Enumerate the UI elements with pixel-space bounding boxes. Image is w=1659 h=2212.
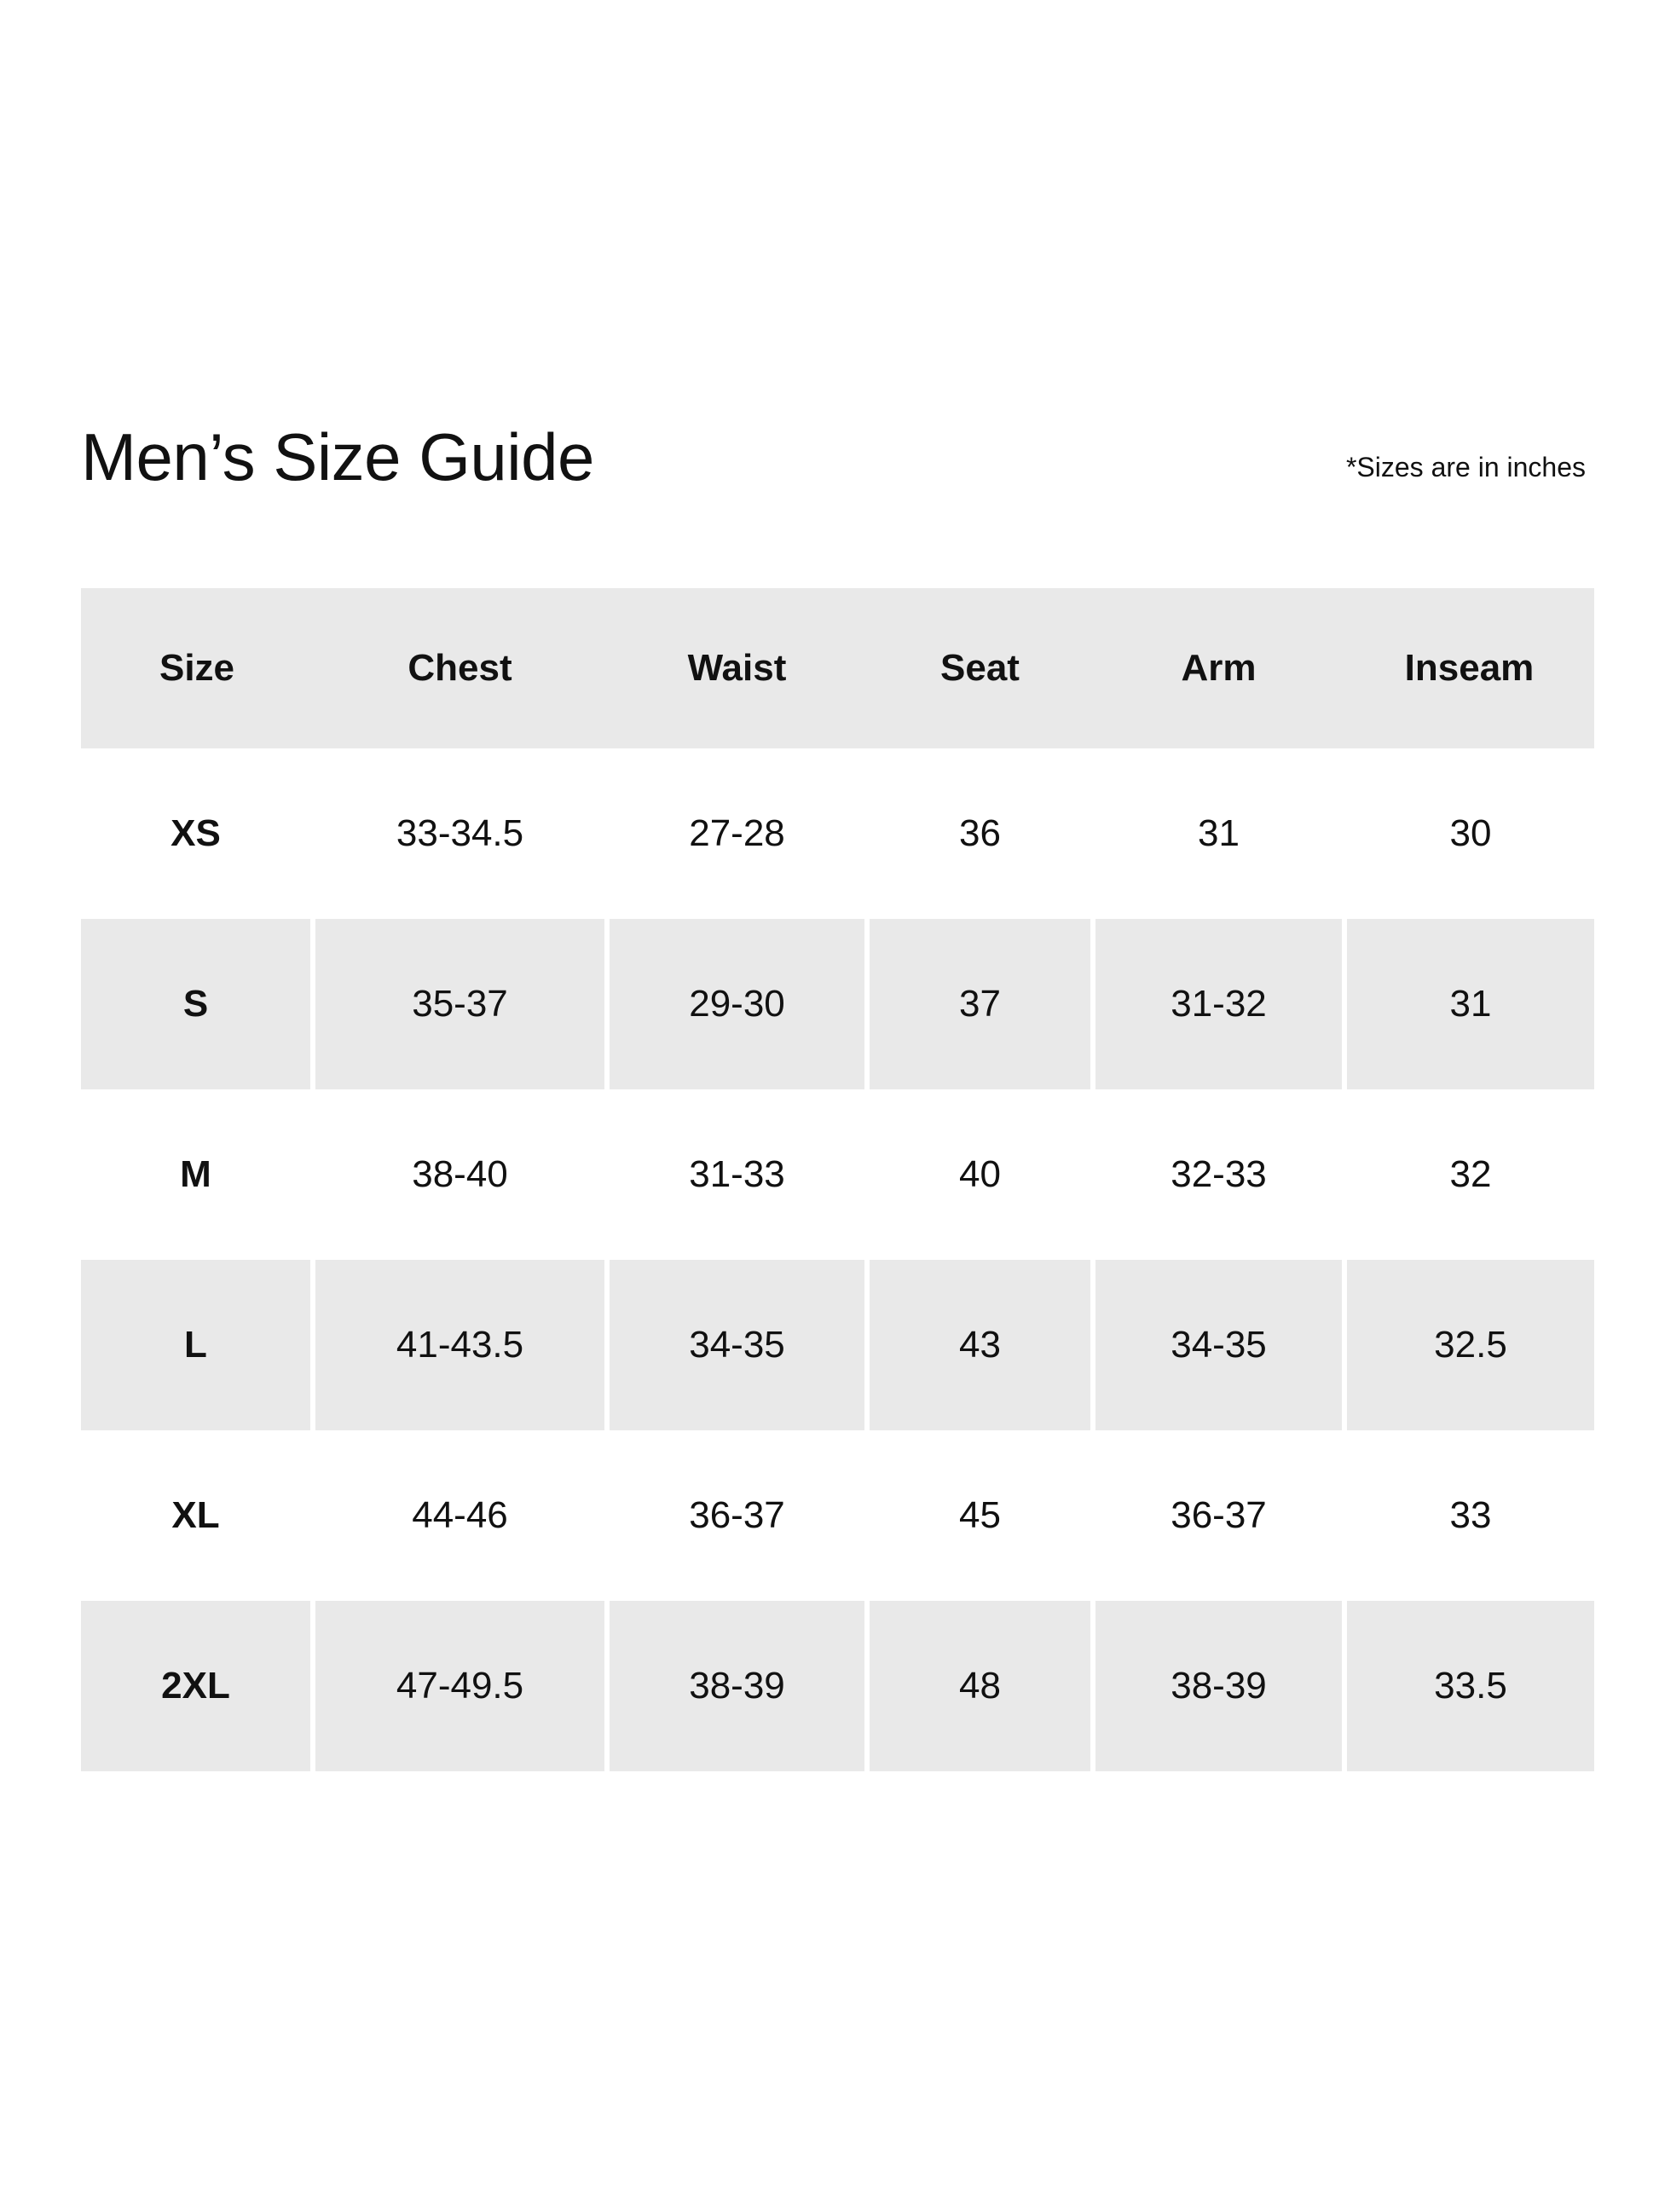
table-header-row	[81, 588, 1594, 748]
cell-waist: 27-28	[607, 748, 867, 919]
cell-chest: 33-34.5	[313, 748, 607, 919]
units-note: *Sizes are in inches	[1345, 452, 1586, 482]
cell-size: M	[81, 1089, 313, 1260]
cell-inseam: 32	[1344, 1089, 1594, 1260]
table-row	[81, 1260, 1594, 1430]
cell-seat: 40	[867, 1089, 1093, 1260]
column-header-waist: Waist	[607, 588, 867, 748]
cell-chest: 47-49.5	[313, 1601, 607, 1771]
cell-arm: 31-32	[1093, 919, 1344, 1089]
size-chart-table	[81, 588, 1594, 1771]
table-row	[81, 1089, 1594, 1260]
cell-waist: 34-35	[607, 1260, 867, 1430]
column-header-chest: Chest	[313, 588, 607, 748]
cell-inseam: 33	[1344, 1430, 1594, 1601]
cell-chest: 38-40	[313, 1089, 607, 1260]
cell-size: 2XL	[81, 1601, 313, 1771]
cell-seat: 45	[867, 1430, 1093, 1601]
cell-waist: 31-33	[607, 1089, 867, 1260]
table-row	[81, 919, 1594, 1089]
table-row	[81, 748, 1594, 919]
cell-size: L	[81, 1260, 313, 1430]
cell-inseam: 33.5	[1344, 1601, 1594, 1771]
cell-size: XL	[81, 1430, 313, 1601]
column-header-seat: Seat	[867, 588, 1093, 748]
cell-waist: 36-37	[607, 1430, 867, 1601]
cell-size: XS	[81, 748, 313, 919]
cell-size: S	[81, 919, 313, 1089]
size-guide-header	[81, 418, 1594, 520]
page-title: Men’s Size Guide	[81, 419, 594, 494]
cell-chest: 41-43.5	[313, 1260, 607, 1430]
cell-waist: 29-30	[607, 919, 867, 1089]
cell-waist: 38-39	[607, 1601, 867, 1771]
cell-inseam: 31	[1344, 919, 1594, 1089]
cell-seat: 43	[867, 1260, 1093, 1430]
cell-chest: 44-46	[313, 1430, 607, 1601]
cell-seat: 48	[867, 1601, 1093, 1771]
size-guide-content	[81, 418, 1594, 1707]
column-header-arm: Arm	[1093, 588, 1344, 748]
cell-chest: 35-37	[313, 919, 607, 1089]
cell-inseam: 30	[1344, 748, 1594, 919]
cell-arm: 34-35	[1093, 1260, 1344, 1430]
cell-arm: 36-37	[1093, 1430, 1344, 1601]
column-header-inseam: Inseam	[1344, 588, 1594, 748]
table-row	[81, 1430, 1594, 1601]
column-header-size: Size	[81, 588, 313, 748]
cell-seat: 37	[867, 919, 1093, 1089]
cell-arm: 31	[1093, 748, 1344, 919]
cell-arm: 38-39	[1093, 1601, 1344, 1771]
table-row	[81, 1601, 1594, 1771]
cell-seat: 36	[867, 748, 1093, 919]
cell-arm: 32-33	[1093, 1089, 1344, 1260]
cell-inseam: 32.5	[1344, 1260, 1594, 1430]
